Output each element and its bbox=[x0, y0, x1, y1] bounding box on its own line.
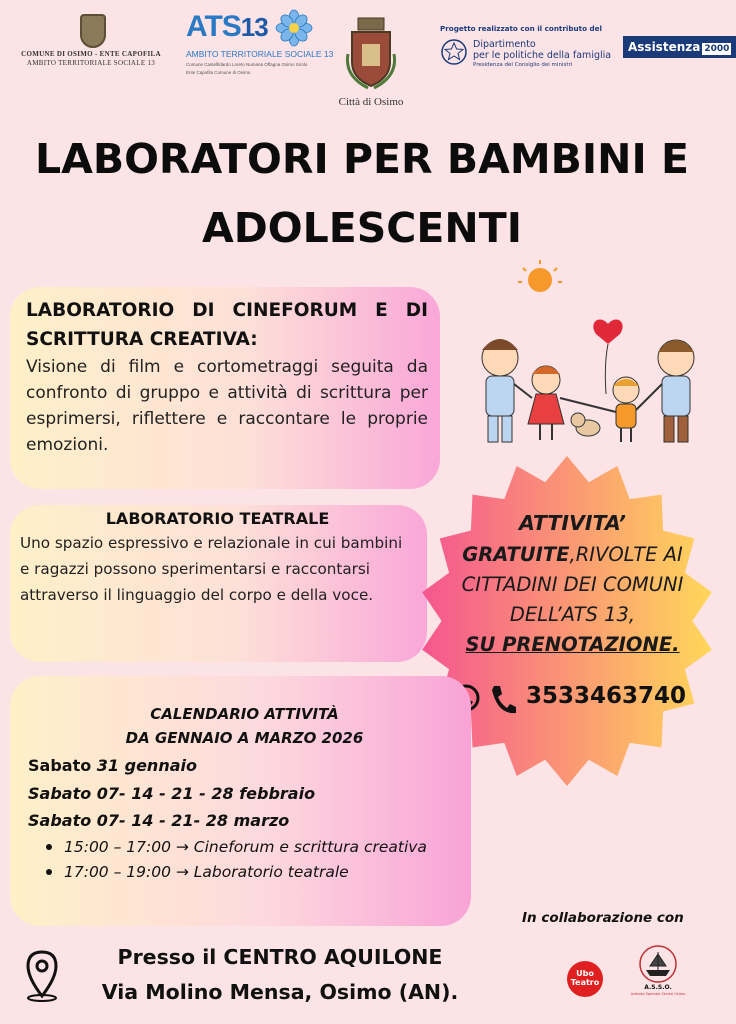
calendar-card bbox=[10, 676, 471, 926]
osimo-logo-line1: COMUNE DI OSIMO - ENTE CAPOFILA bbox=[21, 50, 161, 58]
assistenza-word: Assistenza bbox=[628, 40, 701, 54]
location-line1: Presso il CENTRO AQUILONE bbox=[117, 945, 443, 969]
calendar-date1-day: Sabato bbox=[28, 756, 97, 775]
star-line1: ATTIVITA’ bbox=[519, 511, 626, 535]
contact-row bbox=[450, 681, 700, 719]
ubo-line1: Ubo bbox=[576, 969, 594, 978]
star-line3: CITTADINI DEI COMUNI bbox=[461, 572, 684, 596]
ubo-line2: Teatro bbox=[570, 978, 600, 988]
crest-icon bbox=[80, 14, 106, 48]
calendar-dates bbox=[28, 752, 461, 835]
collaboration-label: In collaborazione con bbox=[522, 910, 684, 926]
calendar-slots bbox=[46, 835, 461, 886]
phone-icon bbox=[488, 684, 516, 714]
star-text bbox=[430, 508, 715, 661]
asso-name: A.S.S.O. bbox=[644, 984, 672, 991]
ats-mark: ATS bbox=[186, 10, 241, 43]
page-title bbox=[0, 125, 724, 263]
assistenza-logo bbox=[623, 36, 736, 58]
teatro-description: Uno spazio espressivo e relazionale in cui bambini e ragazzi possono sperimentarsi e raccontarsi attraverso il linguaggio del corpo e della voce. bbox=[20, 534, 403, 605]
cineforum-description: Visione di film e cortometraggi seguita da confronto di gruppo e attività di scrittura per esprimersi, riflettere e raccontare le proprie emozioni. bbox=[26, 357, 428, 456]
page-title-line1: LABORATORI PER BAMBINI E bbox=[34, 135, 690, 183]
osimo-logo bbox=[16, 14, 166, 74]
calendar-date1-rest: 31 gennaio bbox=[96, 756, 197, 775]
location-text bbox=[75, 940, 485, 1010]
assistenza-year: 2000 bbox=[704, 44, 730, 54]
ship-icon bbox=[638, 944, 678, 984]
page-title-line2: ADOLESCENTI bbox=[202, 203, 522, 252]
department-line3: Presidenza del Consiglio dei ministri bbox=[473, 62, 573, 68]
list-item: 15:00 – 17:00 → Cineforum e scrittura creativa bbox=[46, 835, 461, 861]
asso-logo bbox=[628, 942, 688, 1004]
teatro-card bbox=[10, 505, 427, 662]
ats-line1: AMBITO TERRITORIALE SOCIALE 13 bbox=[186, 49, 334, 59]
ubo-teatro-logo bbox=[567, 961, 603, 997]
ats-line3: Ente Capofila Comune di Osimo bbox=[186, 70, 251, 75]
cineforum-title-line1: LABORATORIO DI CINEFORUM E DI bbox=[26, 300, 428, 321]
location-pin-icon bbox=[22, 948, 62, 1004]
location-line2: Via Molino Mensa, Osimo (AN). bbox=[101, 979, 459, 1004]
flower-icon bbox=[276, 10, 312, 46]
sun-icon bbox=[518, 260, 562, 292]
department-logo bbox=[440, 24, 612, 74]
calendar-heading-line2: DA GENNAIO A MARZO 2026 bbox=[125, 729, 364, 747]
ats-number: 13 bbox=[240, 12, 268, 42]
emblem-icon bbox=[440, 38, 468, 66]
department-line2: per le politiche della famiglia bbox=[473, 50, 612, 61]
phone-number[interactable]: 3533463740 bbox=[526, 683, 687, 709]
star-line2-rest: ,RIVOLTE AI bbox=[569, 542, 683, 566]
osimo-logo-line2: AMBITO TERRITORIALE SOCIALE 13 bbox=[26, 58, 156, 67]
calendar-date3: Sabato 07- 14 - 21- 28 marzo bbox=[28, 811, 290, 831]
teatro-title: LABORATORIO TEATRALE bbox=[105, 509, 330, 528]
department-header: Progetto realizzato con il contributo del bbox=[440, 24, 602, 33]
asso-sub: Azienda Speciale Servizi Osimo bbox=[630, 992, 686, 996]
star-line4: DELL’ATS 13, bbox=[509, 603, 636, 627]
crest-icon bbox=[344, 14, 398, 90]
ats-line2: Comune Castelfidardo Loreto Numana Offagna Osimo Sirolo bbox=[186, 62, 308, 67]
calendar-heading bbox=[28, 702, 461, 750]
city-caption: Città di Osimo bbox=[338, 96, 404, 108]
star-line5: SU PRENOTAZIONE. bbox=[465, 633, 680, 657]
cineforum-title bbox=[26, 297, 428, 354]
city-logo bbox=[326, 14, 416, 110]
family-illustration-icon bbox=[468, 258, 708, 450]
cineforum-title-line2: SCRITTURA CREATIVA: bbox=[26, 328, 258, 350]
calendar-heading-line1: CALENDARIO ATTIVITÀ bbox=[150, 705, 339, 723]
department-line1: Dipartimento bbox=[473, 39, 536, 50]
star-line2-bold: GRATUITE bbox=[462, 542, 570, 566]
list-item: 17:00 – 19:00 → Laboratorio teatrale bbox=[46, 860, 461, 886]
ats-logo bbox=[184, 10, 334, 90]
calendar-date2: Sabato 07- 14 - 21 - 28 febbraio bbox=[28, 783, 316, 803]
cineforum-card bbox=[10, 287, 440, 489]
